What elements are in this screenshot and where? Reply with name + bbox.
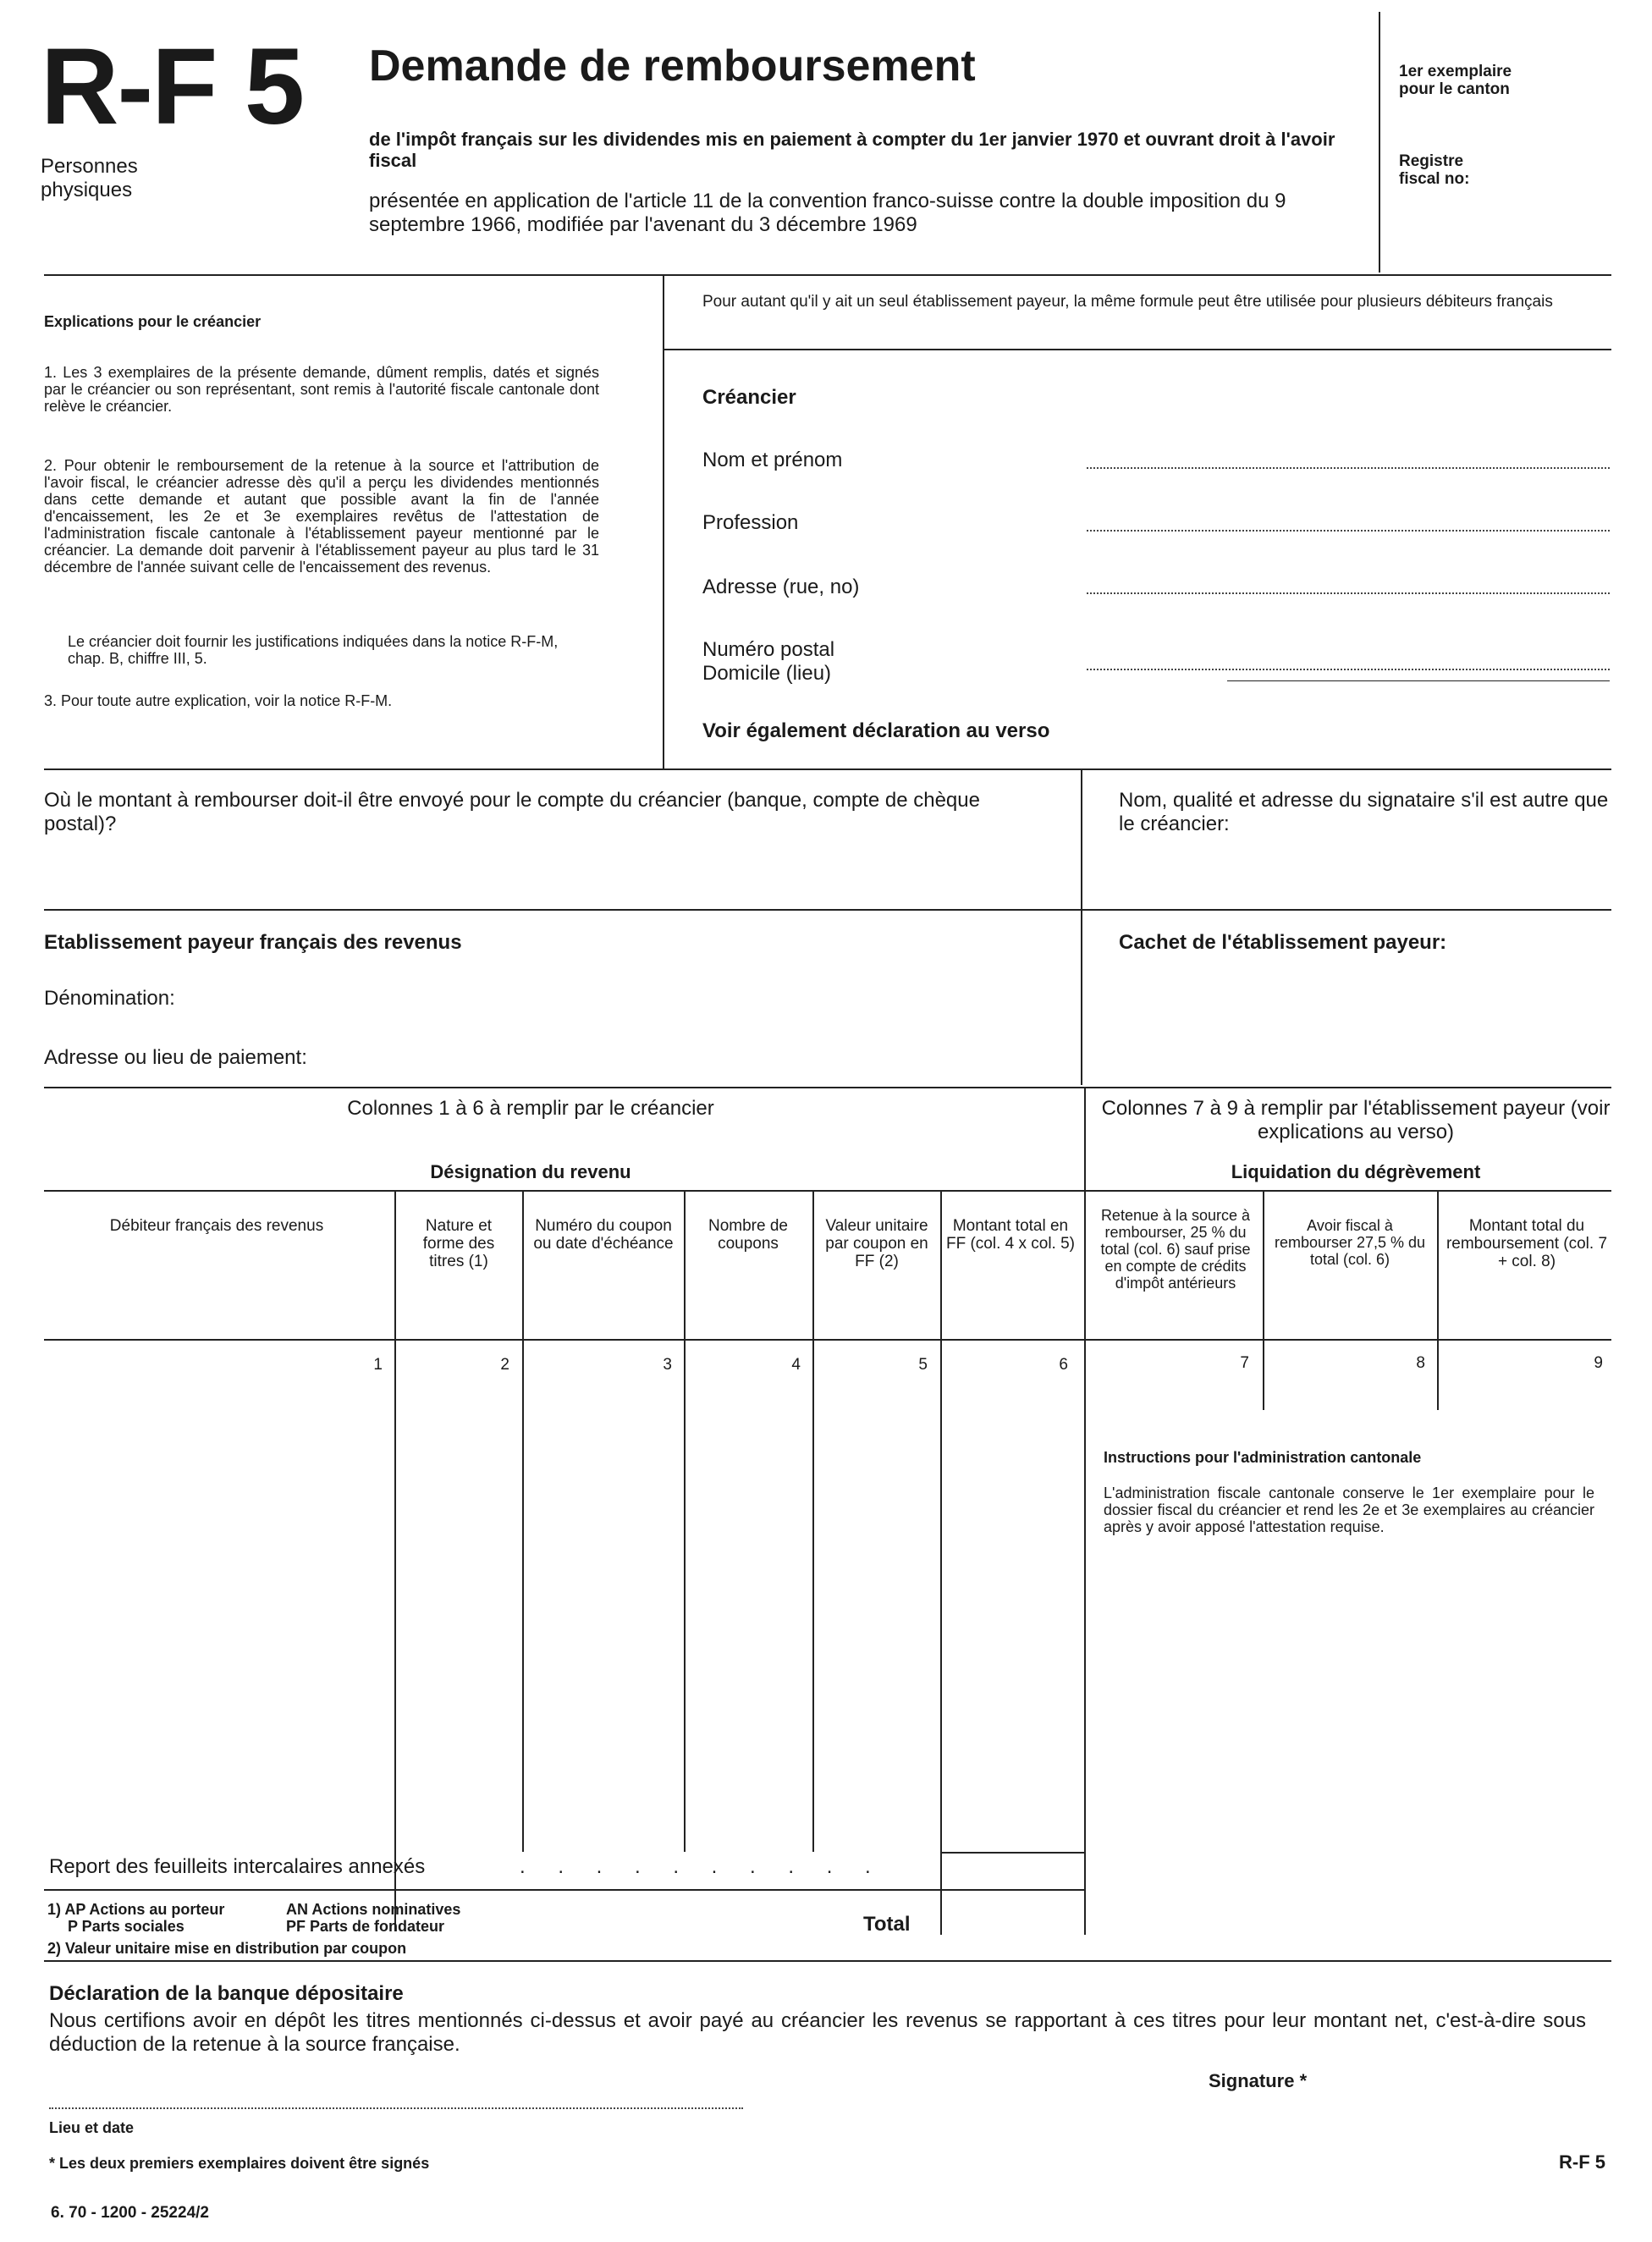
copy-note: 1er exemplaire pour le canton (1399, 63, 1512, 98)
place-date-label: Lieu et date (49, 2119, 135, 2136)
instructions-text: L'administration fiscale cantonale conserve le 1er exemplaire pour le dossier fiscal du créancier et rend les 2e et 3e exemplaires au créancier après y avoir apposé l'attestation requise. (1104, 1485, 1594, 1535)
registry-label: Registre fiscal no: (1399, 152, 1470, 188)
col-header-8: Avoir fiscal à rembourser 27,5 % du total (col. 6) (1274, 1217, 1426, 1268)
signatory-label: Nom, qualité et adresse du signataire s'il est autre que le créancier: (1119, 789, 1609, 835)
footnote-1a: 1) AP Actions au porteur (47, 1901, 225, 1918)
report-dots: . . . . . . . . . . (520, 1855, 884, 1878)
table-header-rule (44, 1190, 1611, 1192)
postal-field[interactable] (1087, 669, 1610, 670)
payer-heading: Etablissement payeur français des revenus (44, 931, 462, 954)
explanation-item-2: 2. Pour obtenir le remboursement de la retenue à la source et l'attribution de l'avoir fiscal, le créancier adresse dès qu'il a perçu les dividendes mentionnés dans cette demande et autant que possible avant la fin de l'année d'encaissement, les 2e et 3e exemplaires revêtus de l'attestation de l'administration fiscale cantonale à l'établissement payeur mentionné par le créancier. La demande doit parvenir à l'établissement payeur au plus tard le 31 décembre de l'année suivant celle de l'encaissement des revenus. (44, 457, 599, 576)
col-number-8: 8 (1416, 1354, 1425, 1372)
name-label: Nom et prénom (702, 449, 843, 471)
col-divider-5-6 (940, 1192, 942, 1935)
col-header-1: Débiteur français des revenus (109, 1217, 324, 1235)
header-divider (1379, 12, 1380, 273)
subject-label: Personnes physiques (41, 155, 138, 201)
creditor-note-rule (664, 349, 1611, 350)
col-divider-1-2 (394, 1192, 396, 1931)
postal-label: Numéro postal (702, 638, 835, 661)
explanation-item-1: 1. Les 3 exemplaires de la présente demande, dûment remplis, datés et signés par le créancier ou son représentant, sont remis à l'autorité fiscale cantonale dont relève le créancier. (44, 364, 599, 415)
stamp-label: Cachet de l'établissement payeur: (1119, 931, 1447, 954)
col-number-4: 4 (791, 1356, 801, 1374)
payment-rule (44, 909, 1083, 911)
print-reference: 6. 70 - 1200 - 25224/2 (51, 2204, 209, 2222)
col-number-7: 7 (1240, 1354, 1249, 1372)
middle-divider (1081, 770, 1082, 1085)
total-label: Total (863, 1913, 911, 1936)
payer-rule (44, 1087, 1611, 1088)
col-header-9: Montant total du remboursement (col. 7 + col. 8) (1446, 1217, 1608, 1270)
profession-label: Profession (702, 511, 799, 534)
instructions-heading: Instructions pour l'administration cantonale (1104, 1449, 1422, 1466)
footnote-1b: AN Actions nominatives (286, 1901, 461, 1918)
table-bottom-rule (44, 1960, 1611, 1962)
explanation-item-2b: Le créancier doit fournir les justifications indiquées dans la notice R-F-M, chap. B, chiffre III, 5. (68, 633, 559, 667)
explanation-item-3: 3. Pour toute autre explication, voir la notice R-F-M. (44, 692, 393, 709)
col-divider-4-5 (812, 1192, 814, 1852)
report-rule (44, 1889, 1086, 1891)
col-number-9: 9 (1594, 1354, 1603, 1372)
table-left-title: Colonnes 1 à 6 à remplir par le créancier (347, 1097, 714, 1120)
col-number-5: 5 (918, 1356, 928, 1374)
signature-label: Signature * (1209, 2070, 1308, 2091)
table-left-subtitle: Désignation du revenu (430, 1161, 631, 1182)
report-top-rule (940, 1852, 1086, 1854)
stamp-top-rule (1081, 909, 1611, 911)
col-header-6: Montant total en FF (col. 4 x col. 5) (945, 1217, 1076, 1253)
domicile-field[interactable] (1227, 680, 1610, 681)
col-divider-3-4 (684, 1192, 686, 1852)
signed-note: * Les deux premiers exemplaires doivent être signés (49, 2155, 430, 2172)
creditor-rule (44, 768, 1611, 770)
declaration-heading: Déclaration de la banque dépositaire (49, 1982, 404, 2005)
form-title: Demande de remboursement (369, 41, 976, 91)
report-label: Report des feuilleits intercalaires annexés (49, 1855, 426, 1878)
col-header-7: Retenue à la source à rembourser, 25 % du total (col. 6) sauf prise en compte de crédits d'impôt antérieurs (1100, 1207, 1251, 1292)
col-number-3: 3 (663, 1356, 672, 1374)
form-subtitle-bold: de l'impôt français sur les dividendes mis en paiement à compter du 1er janvier 1970 et ouvrant droit à l'avoir fiscal (369, 129, 1335, 171)
see-verso-note: Voir également déclaration au verso (702, 719, 1050, 742)
denomination-label: Dénomination: (44, 987, 175, 1010)
col-header-2: Nature et forme des titres (1) (422, 1217, 495, 1270)
col-number-6: 6 (1059, 1356, 1068, 1374)
payment-question: Où le montant à rembourser doit-il être envoyé pour le compte du créancier (banque, compte de chèque postal)? (44, 789, 980, 835)
col-header-3: Numéro du coupon ou date d'échéance (533, 1217, 674, 1253)
footnote-2: 2) Valeur unitaire mise en distribution par coupon (47, 1940, 407, 1957)
place-date-field[interactable] (49, 2107, 743, 2109)
col-header-4: Nombre de coupons (708, 1217, 788, 1253)
col-divider-8-9 (1437, 1192, 1439, 1410)
address-label: Adresse (rue, no) (702, 576, 860, 598)
address-field[interactable] (1087, 592, 1610, 594)
table-right-subtitle: Liquidation du dégrèvement (1231, 1161, 1481, 1182)
declaration-text: Nous certifions avoir en dépôt les titres mentionnés ci-dessus et avoir payé au créancier les revenus se rapportant à ces titres pour leur montant net, c'est-à-dire sous déduction de la retenue à la source française. (49, 2009, 1586, 2056)
creditor-note: Pour autant qu'il y ait un seul établissement payeur, la même formule peut être utilisée pour plusieurs débiteurs français (702, 293, 1553, 311)
payment-address-label: Adresse ou lieu de paiement: (44, 1046, 307, 1069)
table-right-title: Colonnes 7 à 9 à remplir par l'établissement payeur (voir explications au verso) (1101, 1097, 1611, 1143)
col-number-rule (44, 1339, 1611, 1341)
table-center-divider (1084, 1088, 1086, 1935)
col-divider-2-3 (522, 1192, 524, 1852)
name-field[interactable] (1087, 467, 1610, 469)
col-number-1: 1 (373, 1356, 383, 1374)
footnote-1d: PF Parts de fondateur (286, 1918, 445, 1935)
col-number-2: 2 (500, 1356, 509, 1374)
col-header-5: Valeur unitaire par coupon en FF (2) (825, 1217, 928, 1270)
explanations-heading: Explications pour le créancier (44, 313, 262, 330)
header-rule (44, 274, 1611, 276)
footnote-1c: P Parts sociales (68, 1918, 184, 1935)
col-divider-7-8 (1263, 1192, 1264, 1410)
profession-field[interactable] (1087, 530, 1610, 532)
form-code: R-F 5 (41, 26, 303, 147)
creditor-heading: Créancier (702, 386, 796, 409)
form-subtitle: présentée en application de l'article 11 de la convention franco-suisse contre la double imposition du 9 septembre 1966, modifiée par l'avenant du 3 décembre 1969 (369, 190, 1286, 236)
domicile-label: Domicile (lieu) (702, 662, 832, 685)
form-code-footer: R-F 5 (1559, 2151, 1605, 2173)
